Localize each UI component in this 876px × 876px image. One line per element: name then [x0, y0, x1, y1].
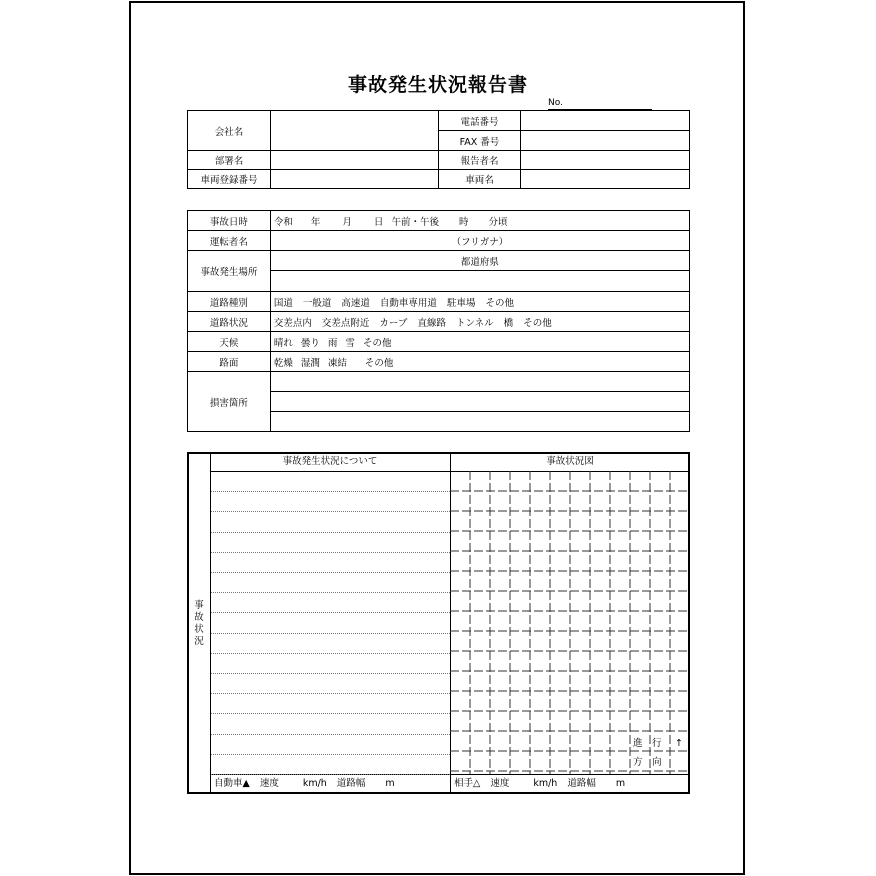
weather-option[interactable]: 雪	[345, 337, 355, 349]
header-table	[187, 110, 690, 189]
surface-option[interactable]: 乾燥	[273, 357, 293, 369]
damage-line-3[interactable]	[270, 412, 689, 432]
furigana-label: （フリガナ）	[451, 236, 509, 248]
accident-diagram-grid[interactable]	[450, 471, 690, 774]
writing-line	[211, 552, 450, 553]
situation-right-header: 事故状況図	[546, 456, 594, 467]
phone-field[interactable]	[521, 111, 690, 131]
side-label-char: 況	[194, 636, 204, 647]
damage-label: 損害箇所	[188, 372, 271, 432]
road-condition-option[interactable]: トンネル	[455, 317, 494, 329]
location-label: 事故発生場所	[188, 251, 271, 292]
department-label: 部署名	[188, 151, 271, 170]
datetime-label: 事故日時	[188, 211, 271, 231]
company-field[interactable]	[270, 111, 438, 151]
side-divider	[210, 452, 211, 794]
side-label-char: 故	[194, 612, 204, 623]
phone-label: 電話番号	[438, 111, 521, 131]
side-label-char: 事	[194, 600, 204, 611]
details-table	[187, 210, 690, 432]
vehicle-name-label: 車両名	[438, 170, 521, 189]
own-speed-unit: km/h	[302, 778, 327, 789]
form-title: 事故発生状況報告書	[347, 74, 528, 96]
location-prefecture-field[interactable]	[270, 251, 689, 271]
road-condition-option[interactable]: カーブ	[379, 317, 408, 329]
writing-line	[211, 653, 450, 654]
location-address-field[interactable]	[270, 271, 689, 292]
writing-line	[211, 612, 450, 613]
side-label	[193, 600, 205, 648]
weather-option[interactable]: その他	[362, 337, 392, 349]
vehicle-reg-field[interactable]	[270, 170, 438, 189]
damage-line-2[interactable]	[270, 392, 689, 412]
weather-label: 天候	[188, 332, 271, 352]
datetime-field[interactable]	[270, 211, 689, 231]
department-field[interactable]	[270, 151, 438, 170]
other-width-unit: m	[615, 778, 626, 789]
prefecture-label: 都道府県	[460, 256, 499, 268]
writing-line	[211, 713, 450, 714]
direction-char: 向	[652, 757, 662, 768]
company-label: 会社名	[188, 111, 271, 151]
writing-line	[211, 491, 450, 492]
weather-option[interactable]: 曇り	[300, 337, 320, 349]
writing-line	[211, 754, 450, 755]
damage-line-1[interactable]	[270, 372, 689, 392]
driver-field[interactable]	[270, 231, 689, 251]
weather-field[interactable]	[270, 332, 689, 352]
driver-label: 運転者名	[188, 231, 271, 251]
other-vehicle-line[interactable]	[454, 778, 625, 790]
own-vehicle-line[interactable]	[214, 778, 395, 790]
road-condition-option[interactable]: 直線路	[417, 317, 446, 329]
road-condition-option[interactable]: 交差点内	[273, 317, 312, 329]
writing-line	[211, 572, 450, 573]
number-field[interactable]: No.	[548, 98, 652, 110]
reporter-label: 報告者名	[438, 151, 521, 170]
road-condition-option[interactable]: 交差点附近	[321, 317, 370, 329]
direction-char: 進	[633, 738, 643, 749]
other-speed-label: 速度	[490, 778, 510, 789]
road-type-option[interactable]: 駐車場	[446, 297, 476, 309]
direction-char: 行	[652, 738, 662, 749]
surface-label: 路面	[188, 352, 271, 372]
other-vehicle-label: 相手△	[454, 778, 481, 789]
surface-field[interactable]	[270, 352, 689, 372]
own-road-width-label: 道路幅	[336, 778, 366, 789]
road-condition-label: 道路状況	[188, 312, 271, 332]
writing-line	[211, 673, 450, 674]
writing-line	[211, 734, 450, 735]
datetime-ampm: 午前・午後	[391, 216, 439, 228]
surface-option[interactable]: 凍結	[327, 357, 347, 369]
side-label-char: 状	[194, 624, 204, 635]
road-condition-option[interactable]: その他	[523, 317, 552, 329]
datetime-year: 年	[310, 216, 321, 228]
weather-option[interactable]: 雨	[327, 337, 338, 349]
road-condition-option[interactable]: 橋	[503, 317, 514, 329]
road-condition-field[interactable]	[270, 312, 689, 332]
writing-line	[211, 774, 450, 775]
fax-label: FAX 番号	[438, 131, 521, 151]
own-vehicle-label: 自動車▲	[214, 778, 250, 789]
road-type-option[interactable]: 一般道	[302, 297, 332, 309]
surface-option[interactable]: その他	[364, 357, 394, 369]
situation-left-header: 事故発生状況について	[282, 456, 378, 467]
other-road-width-label: 道路幅	[567, 778, 596, 789]
own-speed-label: 速度	[259, 778, 279, 789]
datetime-day: 日	[373, 216, 384, 228]
datetime-month: 月	[342, 216, 352, 228]
reporter-field[interactable]	[521, 151, 690, 170]
writing-line	[211, 511, 450, 512]
own-width-unit: m	[385, 778, 395, 789]
vehicle-name-field[interactable]	[521, 170, 690, 189]
writing-line	[211, 633, 450, 634]
road-type-option[interactable]: 高速道	[341, 297, 370, 309]
datetime-era: 令和	[273, 216, 293, 228]
surface-option[interactable]: 湿潤	[300, 357, 320, 369]
datetime-hour: 時	[458, 216, 469, 228]
road-type-label: 道路種別	[188, 292, 271, 312]
vehicle-reg-label: 車両登録番号	[188, 170, 271, 189]
direction-char: 方	[633, 757, 643, 768]
writing-line	[211, 693, 450, 694]
weather-option[interactable]: 晴れ	[273, 337, 293, 349]
writing-line	[211, 592, 450, 593]
writing-line	[211, 532, 450, 533]
fax-field[interactable]	[521, 131, 690, 151]
road-type-option[interactable]: 自動車専用道	[379, 297, 437, 309]
up-arrow-icon: ↑	[675, 738, 683, 749]
road-type-option[interactable]: 国道	[273, 297, 293, 309]
road-type-option[interactable]: その他	[485, 297, 514, 309]
other-speed-unit: km/h	[533, 778, 558, 789]
datetime-minute: 分頃	[488, 216, 508, 228]
road-type-field[interactable]	[270, 292, 689, 312]
